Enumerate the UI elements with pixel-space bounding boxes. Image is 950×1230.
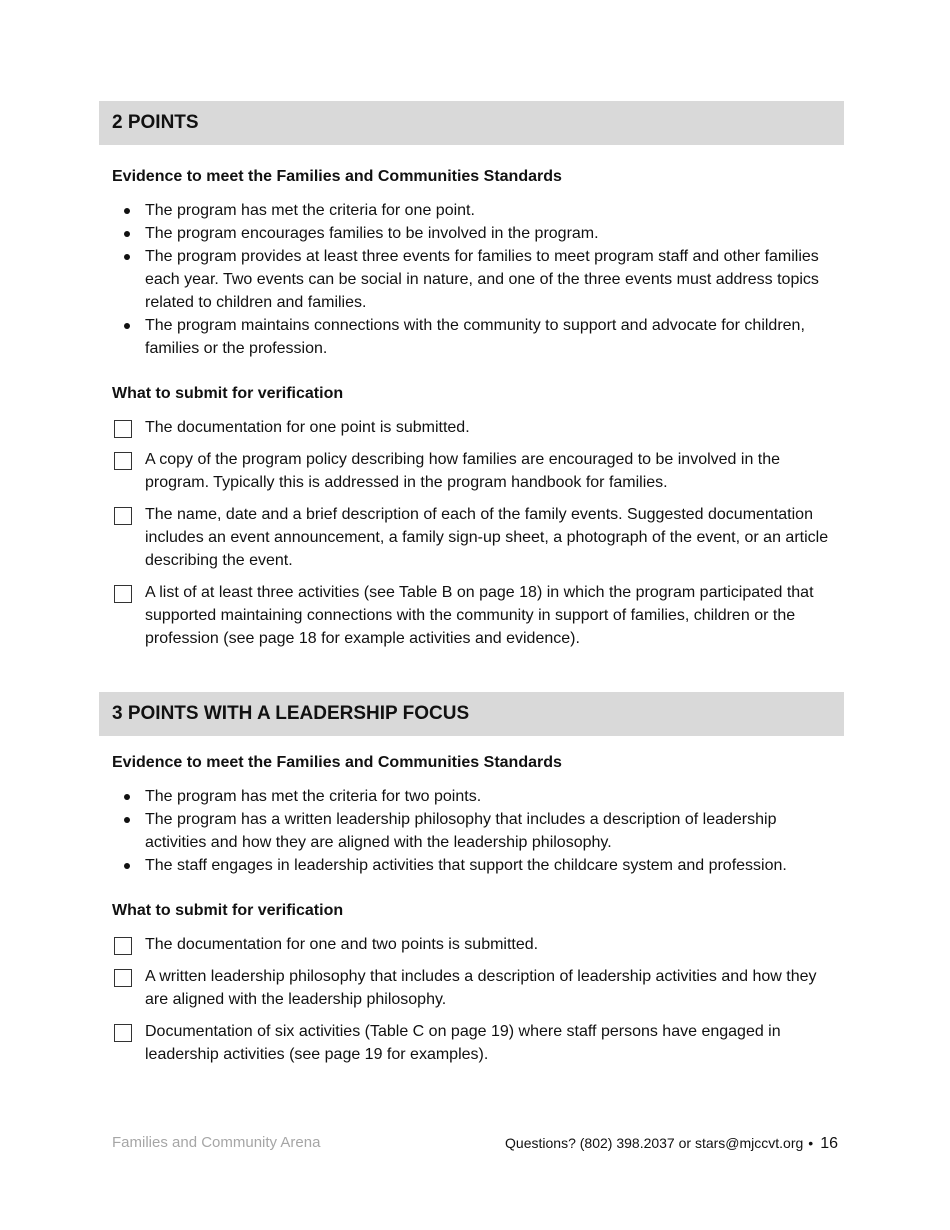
checkbox[interactable]: [114, 452, 132, 470]
footer-contact: [505, 1133, 838, 1154]
checklist-item: The documentation for one and two points is submitted.: [112, 933, 842, 956]
evidence-heading: Evidence to meet the Families and Communities Standards: [112, 754, 562, 771]
checklist-item: A list of at least three activities (see Table B on page 18) in which the program participated that supported maintaining connections with the community in support of families, children or the profession (see page 18 for example activities and evidence).: [112, 581, 842, 650]
footer-contact-text: Questions? (802) 398.2037 or stars@mjccvt.org: [505, 1135, 804, 1151]
evidence-heading: Evidence to meet the Families and Communities Standards: [112, 168, 562, 185]
list-item: The program provides at least three events for families to meet program staff and other families each year. Two events can be social in nature, and one of the three events must address topics related to children and families.: [112, 245, 842, 314]
checklist-item: The name, date and a brief description of each of the family events. Suggested documentation includes an event announcement, a family sign-up sheet, a photograph of the event, or an article describing the event.: [112, 503, 842, 572]
checkbox[interactable]: [114, 969, 132, 987]
submit-checklist: [112, 416, 842, 659]
bullet-icon: [124, 863, 130, 869]
submit-heading: What to submit for verification: [112, 902, 344, 919]
bullet-icon: [124, 794, 130, 800]
section-header-3-points: 3 POINTS WITH A LEADERSHIP FOCUS: [99, 692, 844, 736]
checkbox[interactable]: [114, 507, 132, 525]
checklist-item: A copy of the program policy describing how families are encouraged to be involved in the program. Typically this is addressed in the program handbook for families.: [112, 448, 842, 494]
bullet-icon: [124, 323, 130, 329]
list-item: The program has met the criteria for one point.: [112, 199, 842, 222]
evidence-list: [112, 199, 842, 360]
list-item: The program has met the criteria for two points.: [112, 785, 842, 808]
submit-checklist: [112, 933, 842, 1075]
footer-separator: •: [808, 1135, 814, 1151]
section-header-2-points: 2 POINTS: [99, 101, 844, 145]
list-item: The staff engages in leadership activities that support the childcare system and profession.: [112, 854, 842, 877]
list-item: The program maintains connections with the community to support and advocate for children, families or the profession.: [112, 314, 842, 360]
bullet-icon: [124, 208, 130, 214]
checklist-item: Documentation of six activities (Table C on page 19) where staff persons have engaged in leadership activities (see page 19 for examples).: [112, 1020, 842, 1066]
checkbox[interactable]: [114, 1024, 132, 1042]
checkbox[interactable]: [114, 585, 132, 603]
evidence-list: [112, 785, 842, 877]
bullet-icon: [124, 254, 130, 260]
checklist-item: A written leadership philosophy that includes a description of leadership activities and how they are aligned with the leadership philosophy.: [112, 965, 842, 1011]
bullet-icon: [124, 817, 130, 823]
list-item: The program encourages families to be involved in the program.: [112, 222, 842, 245]
list-item: The program has a written leadership philosophy that includes a description of leadership activities and how they are aligned with the leadership philosophy.: [112, 808, 842, 854]
checkbox[interactable]: [114, 937, 132, 955]
bullet-icon: [124, 231, 130, 237]
checkbox[interactable]: [114, 420, 132, 438]
footer-section-name: Families and Community Arena: [112, 1134, 321, 1151]
page-number: 16: [820, 1135, 838, 1152]
submit-heading: What to submit for verification: [112, 385, 344, 402]
checklist-item: The documentation for one point is submitted.: [112, 416, 842, 439]
